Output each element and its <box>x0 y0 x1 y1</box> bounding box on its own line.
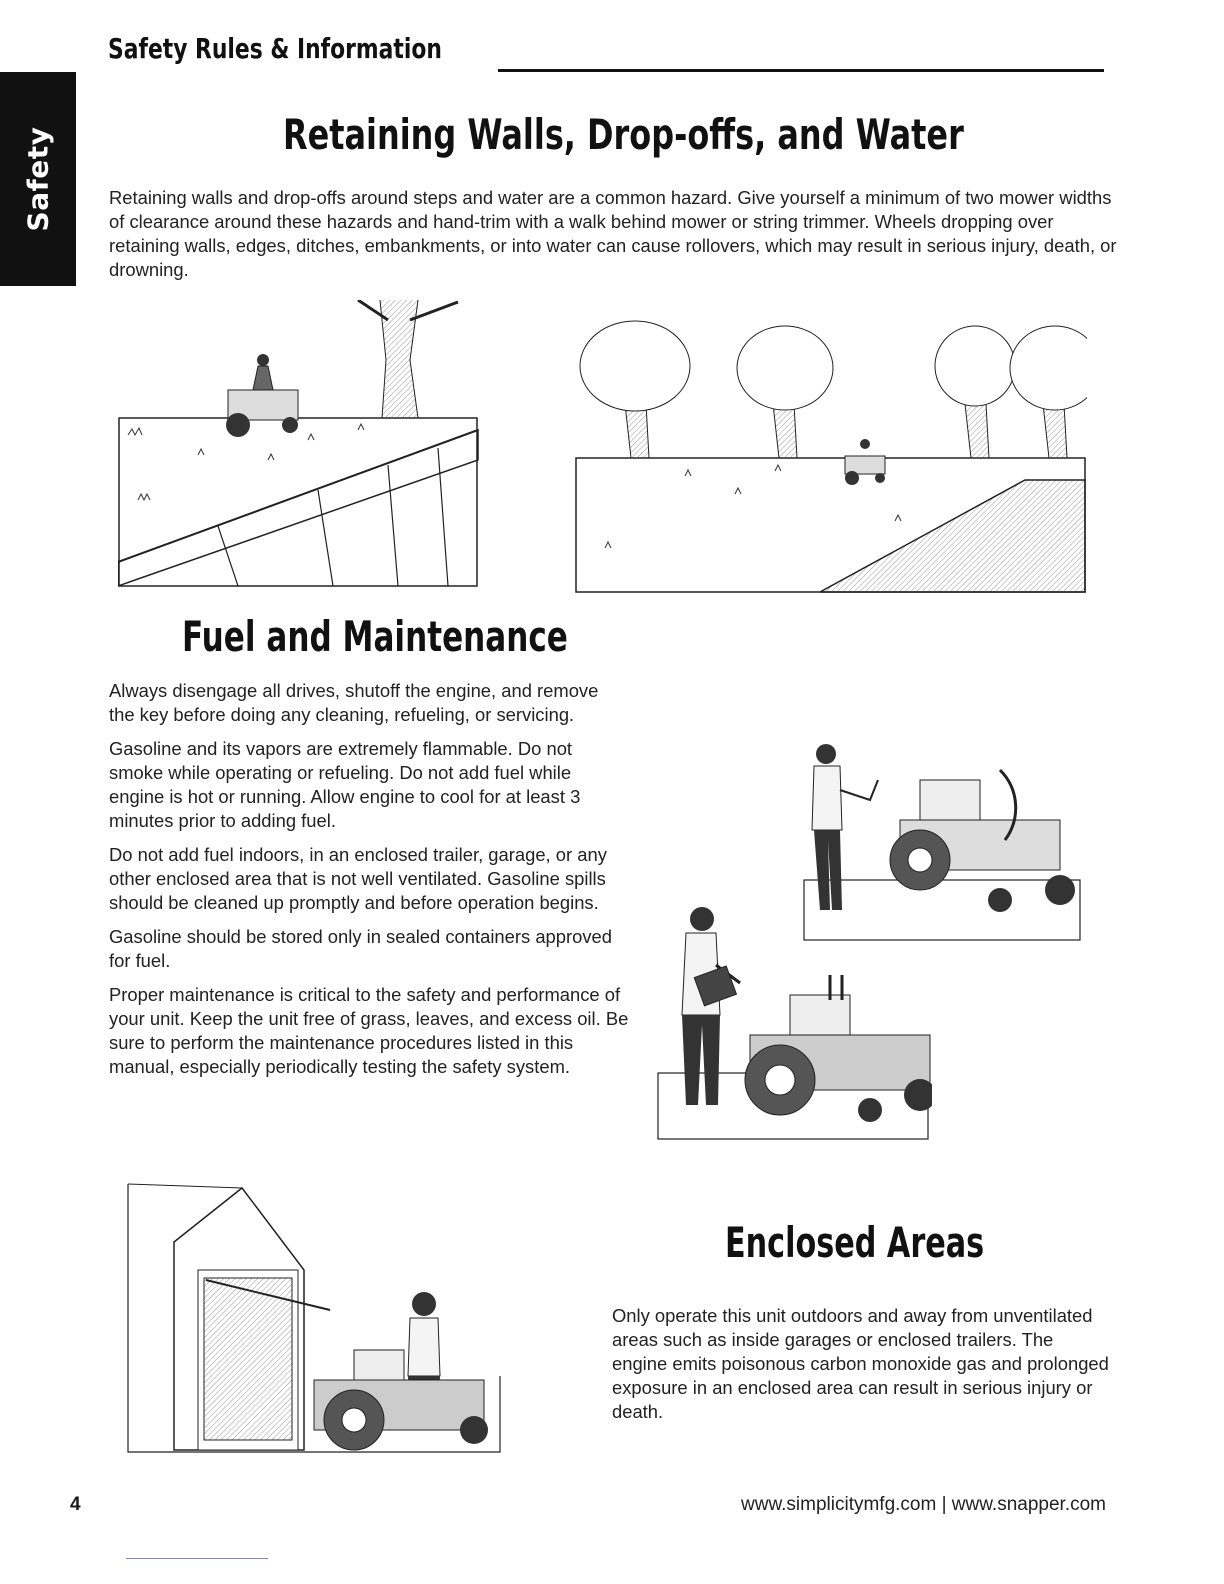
retaining-wall-illustration <box>118 300 480 590</box>
header-rule <box>498 69 1104 72</box>
retaining-heading: Retaining Walls, Drop-offs, and Water <box>283 110 964 159</box>
fuel-paragraph: Gasoline and its vapors are extremely flammable. Do not smoke while operating or refueling. Do not add fuel while engine is hot or running. Allow engine to cool for at least 3 minutes prior to adding fuel. <box>109 738 581 831</box>
sidebar-tab-label: Safety <box>21 126 55 232</box>
fuel-paragraph: Do not add fuel indoors, in an enclosed trailer, garage, or any other enclosed area that is not well ventilated. Gasoline spills should be cleaned up promptly and before operation begins. <box>109 844 607 913</box>
page-number: 4 <box>70 1494 81 1515</box>
fueling-mower-illustration <box>650 905 932 1143</box>
fuel-body <box>109 679 629 1089</box>
water-dropoff-illustration <box>575 316 1087 594</box>
footer-urls: www.simplicitymfg.com | www.snapper.com <box>741 1494 1106 1515</box>
fuel-paragraph: Proper maintenance is critical to the safety and performance of your unit. Keep the unit free of grass, leaves, and excess oil. Be sure to perform the maintenance procedures listed in this manual, especially periodically testing the safety system. <box>109 984 629 1077</box>
sidebar-tab <box>0 72 76 286</box>
footer-rule <box>126 1558 268 1559</box>
enclosed-heading: Enclosed Areas <box>725 1218 985 1267</box>
fuel-paragraph: Always disengage all drives, shutoff the engine, and remove the key before doing any cleaning, refueling, or servicing. <box>109 680 599 725</box>
page-header-title: Safety Rules & Information <box>108 32 442 65</box>
fuel-heading: Fuel and Maintenance <box>182 612 568 661</box>
garage-illustration <box>124 1180 504 1454</box>
retaining-body: Retaining walls and drop-offs around steps and water are a common hazard. Give yourself a minimum of two mower widths of clearance around these hazards and hand-trim with a walk behind mower or string trimmer. Wheels dropping over retaining walls, edges, ditches, embankments, or into water can cause rollovers, which may result in serious injury, death, or drowning. <box>109 187 1117 280</box>
enclosed-body: Only operate this unit outdoors and away from unventilated areas such as inside garages or enclosed trailers. The engine emits poisonous carbon monoxide gas and prolonged exposure in an enclosed area can result in serious injury or death. <box>612 1305 1109 1422</box>
fuel-paragraph: Gasoline should be stored only in sealed containers approved for fuel. <box>109 926 613 971</box>
